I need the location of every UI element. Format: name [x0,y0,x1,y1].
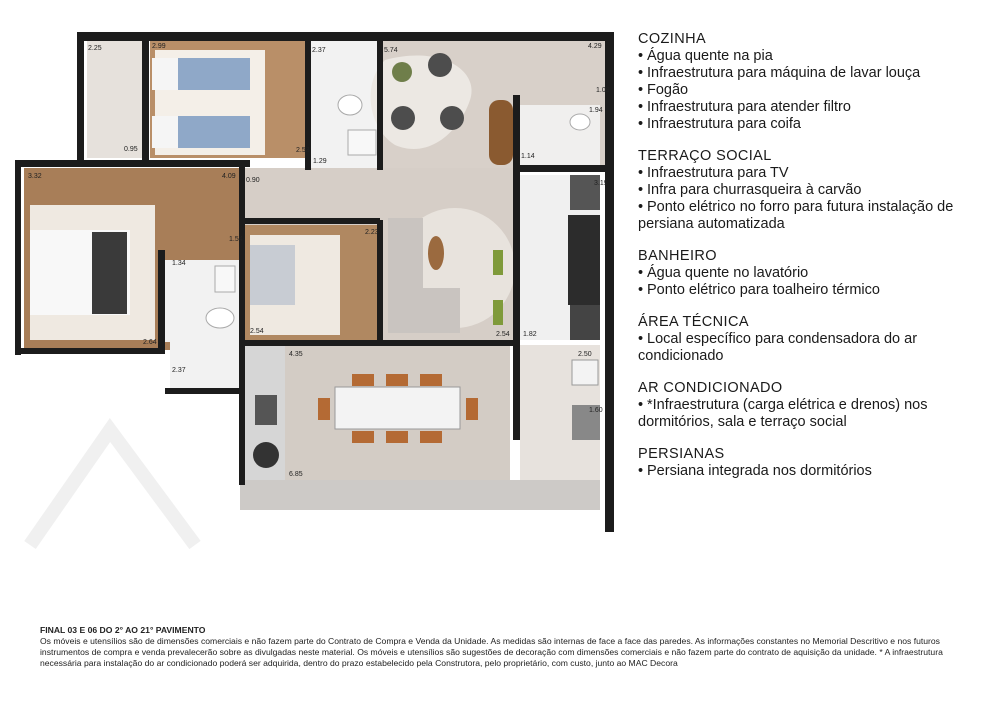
feature-section [638,446,988,480]
feature-item [638,397,988,431]
bullet-icon: • [638,82,644,98]
dim-label: 1.82 [523,331,537,338]
feature-item-text: Infraestrutura para coifa [647,116,801,132]
dim-label: 4.09 [222,173,236,180]
dim-label: 1.60 [589,407,603,414]
feature-item-text: Infraestrutura para atender filtro [647,99,851,115]
section-title: BANHEIRO [638,248,717,264]
feature-section [638,148,988,233]
feature-item [638,331,988,365]
feature-item [638,165,988,182]
footer-text: Os móveis e utensílios são de dimensões comerciais e não fazem parte do Contrato de Compra e Venda da Unidade. As medidas são internas de face a face das paredes. As informações constantes no Memorial Descritivo e nos futuros instrumentos de compra e venda prevalecerão sobre as divulgadas neste material. Os móveis e utensílios são sugestões de decoração com dimensões comerciais e não fazem parte do contrato de aquisição da unidade. * A infraestrutura necessária para instalação do ar condicionado poderá ser adquirida, dentro do prazo estabelecido pela Construtora, pelo proprietário, com custo, junto ao MAC Decora [40,636,943,668]
bullet-icon: • [638,397,644,413]
feature-item [638,463,988,480]
dim-label: 1.14 [521,153,535,160]
feature-section [638,314,988,365]
feature-item-text: Infraestrutura para máquina de lavar louça [647,65,921,81]
bullet-icon: • [638,199,644,215]
dim-label: 2.37 [172,367,186,374]
dim-label: 4.29 [588,43,602,50]
bullet-icon: • [638,182,644,198]
feature-item-text: Fogão [647,82,689,98]
feature-item [638,82,988,99]
dim-label: 1.34 [172,260,186,267]
bullet-icon: • [638,282,644,298]
feature-item-text: Infra para churrasqueira à carvão [647,182,862,198]
feature-section [638,248,988,299]
dim-label: 3.19 [594,180,608,187]
bullet-icon: • [638,165,644,181]
bullet-icon: • [638,48,644,64]
watermark-logo [30,430,195,545]
dim-label: 0.90 [246,177,260,184]
dim-label: 2.53 [296,147,310,154]
section-title: PERSIANAS [638,446,725,462]
feature-item [638,282,988,299]
dim-label: 0.95 [124,146,138,153]
dim-label: 1.54 [229,236,243,243]
feature-item-text: Água quente no lavatório [647,265,809,281]
dim-label: 2.54 [496,331,510,338]
features-list [638,31,988,495]
dim-label: 2.25 [88,45,102,52]
feature-item-text: *Infraestrutura (carga elétrica e drenos) nos dormitórios, sala e terraço social [638,397,928,430]
bullet-icon: • [638,116,644,132]
footer-title: FINAL 03 E 06 DO 2° AO 21° PAVIMENTO [40,625,206,635]
feature-item-text: Ponto elétrico para toalheiro térmico [647,282,880,298]
dim-label: 5.74 [384,47,398,54]
feature-item [638,182,988,199]
dim-label: 2.37 [312,47,326,54]
feature-section [638,31,988,133]
section-title: COZINHA [638,31,707,47]
feature-item-text: Infraestrutura para TV [647,165,789,181]
dim-label: 1.09 [596,87,610,94]
feature-item [638,48,988,65]
feature-item [638,265,988,282]
dim-label: 2.64 [143,339,157,346]
bullet-icon: • [638,331,644,347]
dim-label: 1.29 [313,158,327,165]
bullet-icon: • [638,65,644,81]
feature-item-text: Ponto elétrico no forro para futura instalação de persiana automatizada [638,199,954,232]
footer-disclaimer [40,625,975,669]
dim-label: 4.35 [289,351,303,358]
feature-item [638,65,988,82]
feature-item-text: Local específico para condensadora do ar condicionado [638,331,918,364]
dim-label: 2.23 [365,229,379,236]
dim-label: 2.54 [250,328,264,335]
dim-label: 6.85 [289,471,303,478]
feature-item [638,116,988,133]
feature-item [638,199,988,233]
feature-item [638,99,988,116]
floor-plan [0,0,620,560]
bullet-icon: • [638,463,644,479]
feature-section [638,380,988,431]
section-title: TERRAÇO SOCIAL [638,148,772,164]
bullet-icon: • [638,99,644,115]
dim-label: 2.99 [152,43,166,50]
dim-label: 3.32 [28,173,42,180]
section-title: AR CONDICIONADO [638,380,783,396]
feature-item-text: Persiana integrada nos dormitórios [647,463,872,479]
dim-label: 1.94 [589,107,603,114]
feature-item-text: Água quente na pia [647,48,773,64]
dim-label: 2.50 [578,351,592,358]
bullet-icon: • [638,265,644,281]
section-title: ÁREA TÉCNICA [638,314,749,330]
